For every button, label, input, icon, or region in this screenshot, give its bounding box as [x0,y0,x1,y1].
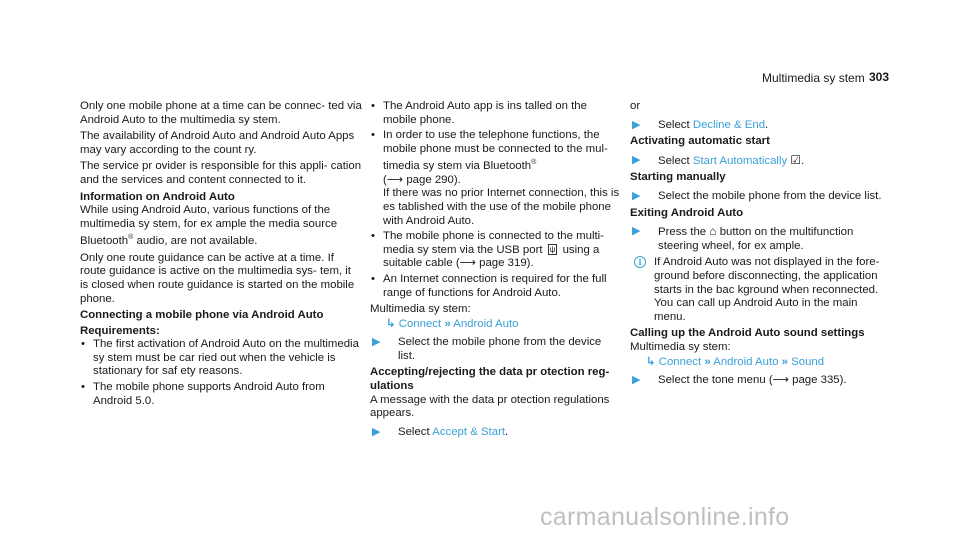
heading-information: Information on Android Auto [80,190,235,203]
paragraph: Multimedia sy stem: [370,303,471,316]
list-item: • The mobile phone supports Android Auto from Android 5.0. [80,381,362,408]
step-arrow-icon: ▶ [632,118,641,131]
page-ref-link[interactable]: page 290). [406,173,461,186]
step [630,190,885,204]
menu-path [630,356,885,370]
text: Select the mobile phone from the device list. [398,336,602,362]
paragraph [80,204,362,249]
double-chevron-icon: » [704,355,711,368]
text: . [765,118,769,131]
step-arrow-icon: ▶ [632,153,641,166]
text: Press the [658,226,707,239]
paragraph: A message with the data pr otection regulations appears. [370,393,610,420]
requirements-list [80,338,362,408]
paragraph: Only one route guidance can be active at a time. If route guidance is active on the multimedia sys- tem, it is closed when route guidance is started on the mobile phone. [80,251,355,305]
double-chevron-icon: » [444,317,451,330]
menu-connect: Connect [658,355,702,368]
step [630,119,885,133]
step [630,225,885,253]
text: . [801,154,805,167]
menu-arrow-icon: ↳ [646,355,656,368]
step [370,336,620,363]
page-ref-arrow-icon: ⟶ [772,374,789,387]
page-ref-arrow-icon: ⟶ [459,257,476,270]
list-item [370,129,620,228]
paragraph: The availability of Android Auto and Android Auto Apps may vary according to the count ry. [80,130,355,156]
checkbox-checked-icon: ☑ [790,152,802,167]
list-item: • The first activation of Android Auto on the multimedia sy stem must be car ried out when the vehicle is stationary for saf ety reasons. [80,338,362,379]
column-3 [630,100,885,391]
start-automatically-option: Start Automatically [692,154,788,167]
text: audio, are not available. [136,235,258,248]
paragraph: Only one mobile phone at a time can be connec- ted via Android Auto to the multimedia sy stem. [80,100,362,126]
text: Select [398,425,430,438]
menu-path [370,318,620,332]
info-icon: i [634,256,646,268]
menu-android-auto: Android Auto [453,317,519,330]
step-arrow-icon: ▶ [632,374,641,387]
column-2 [370,100,620,442]
list-item: • The Android Auto app is ins talled on the mobile phone. [370,100,620,127]
step [630,374,885,388]
text: using a suitable cable ( [383,243,600,270]
watermark: carmanualsonline.info [540,503,790,531]
menu-connect: Connect [398,317,442,330]
text: button on the multifunction steering wheel, for ex ample. [658,226,854,252]
text: ( [383,173,387,186]
text: Select [658,154,690,167]
page-number: 303 [869,70,890,84]
step-arrow-icon: ▶ [372,336,381,349]
text: Select [658,118,690,131]
step-arrow-icon: ▶ [372,425,381,438]
paragraph: or [630,100,641,112]
menu-sound: Sound [791,355,825,368]
registered-mark: ® [531,159,537,167]
heading-requirements: Requirements: [80,324,160,337]
page-ref-arrow-icon: ⟶ [386,173,404,186]
heading-connecting: Connecting a mobile phone via Android Auto [80,309,324,322]
decline-end-option: Decline & End [692,118,766,131]
usb-port-icon: ψ [549,244,556,254]
column-1 [80,100,362,411]
text: In order to use the telephone functions, the mobile phone must be connected to the mul- timedia sy stem via Bluetooth [383,129,608,173]
page-ref-link[interactable]: page 319). [479,257,534,270]
paragraph: The service pr ovider is responsible for this appli- cation and the services and content connected to it. [80,160,362,186]
step-arrow-icon: ▶ [632,225,641,238]
page-ref-link[interactable]: page 335). [792,374,847,387]
heading-sound-settings: Calling up the Android Auto sound settings [630,327,865,340]
heading-exiting: Exiting Android Auto [630,206,744,219]
accept-start-option: Accept & Start [432,425,506,438]
double-chevron-icon: » [781,355,788,368]
heading-starting-manually: Starting manually [630,171,726,184]
requirements-list [370,100,620,300]
heading-data-protection: Accepting/rejecting the data pr otection reg- ulations [370,366,610,393]
registered-mark: ® [128,234,134,242]
text: Select the mobile phone from the device list. [658,189,882,202]
text: The mobile phone is connected to the multi- media sy stem via the USB port [383,230,604,256]
info-note [630,256,885,324]
home-icon: ⌂ [709,224,717,239]
heading-automatic-start: Activating automatic start [630,135,770,148]
step [630,154,885,169]
text: . [505,425,509,438]
step-arrow-icon: ▶ [632,189,641,202]
text: If there was no prior Internet connection, this is es tablished with the use of the mobile phone with Android Auto. [383,187,620,227]
text: If Android Auto was not displayed in the fore- ground before disconnecting, the application starts in the bac kground when reconnected. You can call up Android Auto in the main menu. [654,256,880,323]
step [370,426,620,440]
menu-arrow-icon: ↳ [386,317,396,330]
text: While using Android Auto, various functions of the multimedia sy stem, for ex ample the media source Bluetooth [80,204,338,248]
list-item [370,230,620,271]
list-item: • An Internet connection is required for the full range of functions for Android Auto. [370,273,620,300]
text: Select the tone menu ( [658,374,773,387]
paragraph: Multimedia sy stem: [630,340,731,353]
menu-android-auto: Android Auto [713,355,779,368]
header-title: Multimedia sy stem [762,71,865,85]
